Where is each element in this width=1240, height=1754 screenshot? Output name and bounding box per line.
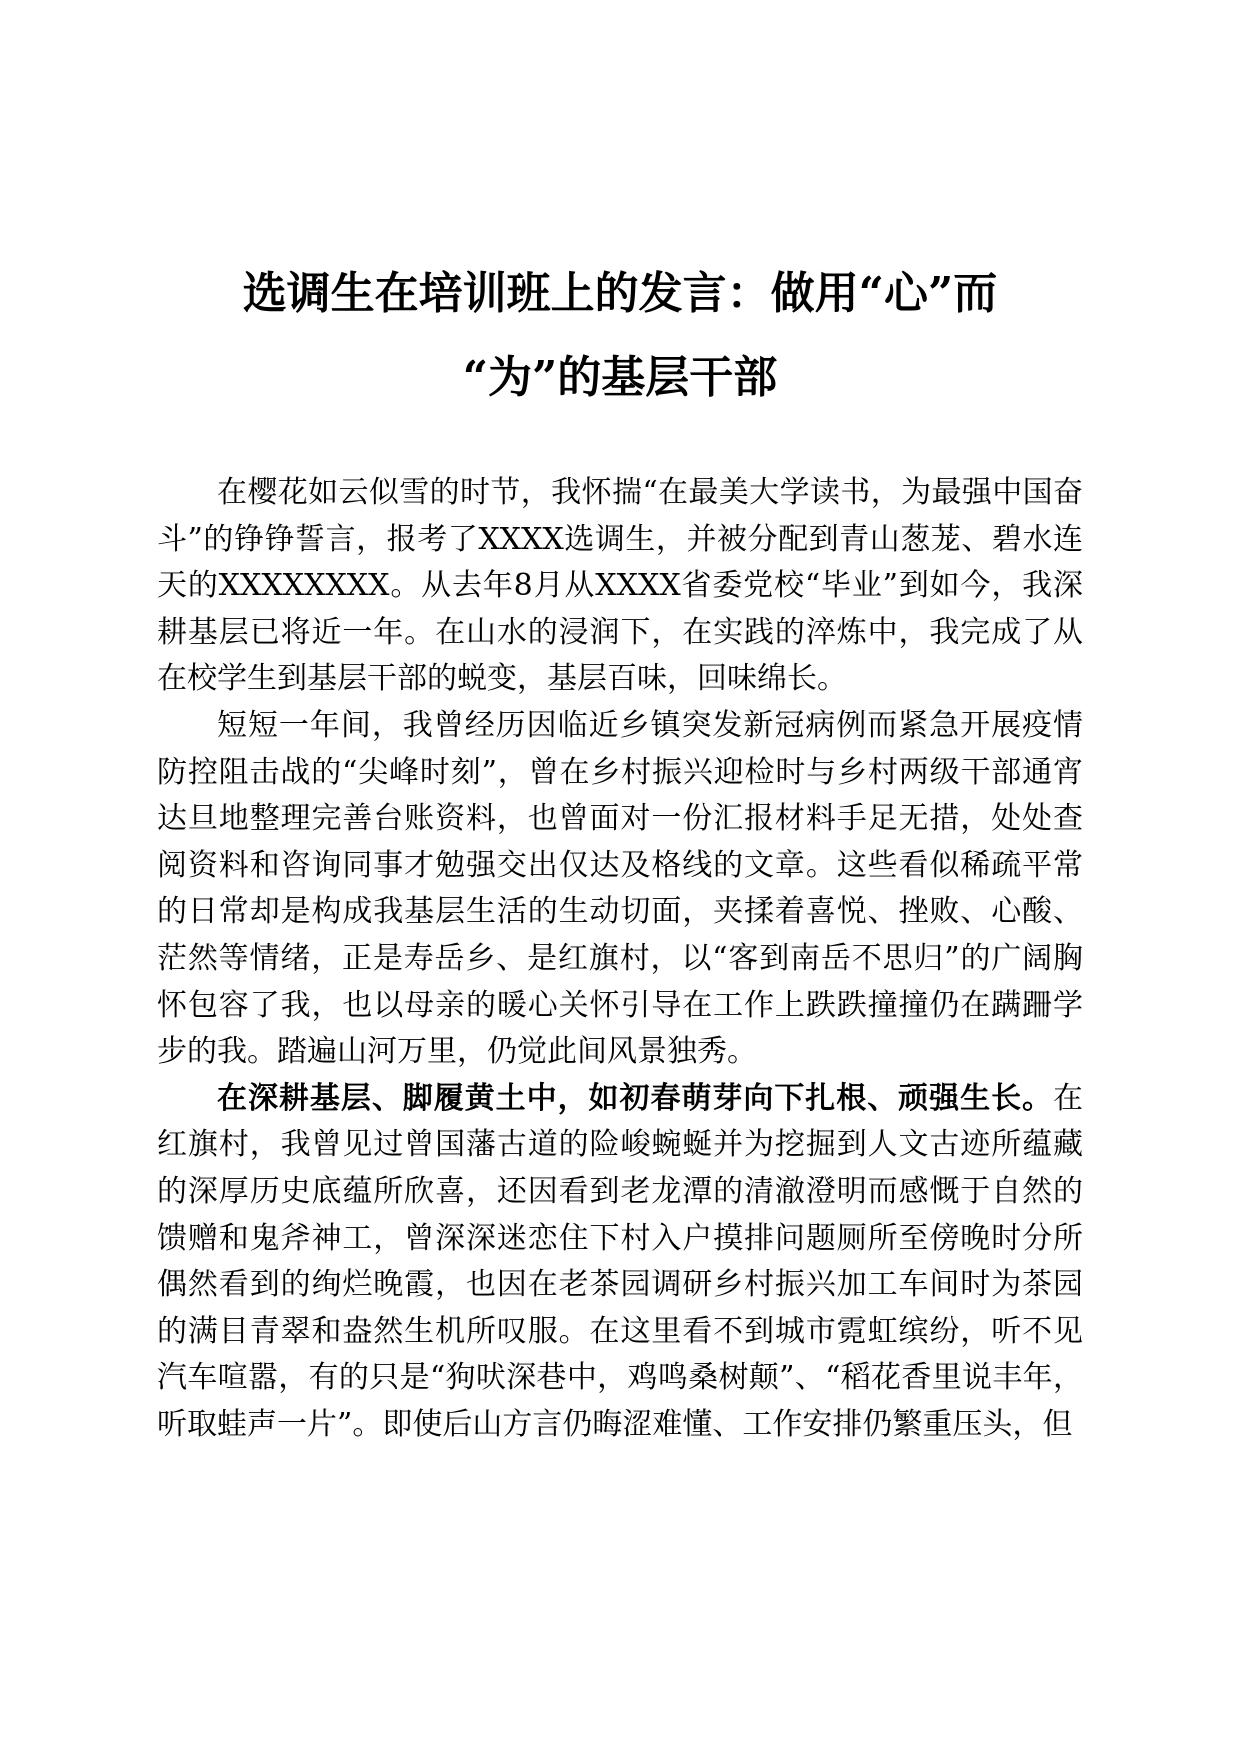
document-title <box>160 252 1080 420</box>
paragraph <box>157 470 1083 703</box>
paragraph-text: 在樱花如云似雪的时节，我怀揣“在最美大学读书，为最强中国奋斗”的铮铮誓言，报考了XXXX选调生，并被分配到青山葱茏、碧水连天的XXXXXXXX。从去年8月从XXXX省委党校“毕业”到如今，我深耕基层已将近一年。在山水的浸润下，在实践的淬炼中，我完成了从在校学生到基层干部的蜕变，基层百味，回味绵长。 <box>157 475 1083 697</box>
title-line-2: “为”的基层干部 <box>462 352 778 403</box>
paragraph <box>157 703 1083 1076</box>
document-body <box>157 470 1083 1448</box>
title-line-1: 选调生在培训班上的发言：做用“心”而 <box>242 268 998 319</box>
paragraph-text: 在红旗村，我曾见过曾国藩古道的险峻蜿蜒并为挖掘到人文古迹所蕴藏的深厚历史底蕴所欣喜，还因看到老龙潭的清澈澄明而感慨于自然的馈赠和鬼斧神工，曾深深迷恋住下村入户摸排问题厕所至傍晚时分所偶然看到的绚烂晚霞，也因在老茶园调研乡村振兴加工车间时为茶园的满目青翠和盎然生机所叹服。在这里看不到城市霓虹缤纷，听不见汽车喧嚣，有的只是“狗吠深巷中，鸡鸣桑树颠”、“稻花香里说丰年，听取蛙声一片”。即使后山方言仍晦涩难懂、工作安排仍繁重压头，但 <box>157 1080 1083 1442</box>
paragraph <box>157 1076 1083 1449</box>
paragraph-text: 短短一年间，我曾经历因临近乡镇突发新冠病例而紧急开展疫情防控阻击战的“尖峰时刻”，曾在乡村振兴迎检时与乡村两级干部通宵达旦地整理完善台账资料，也曾面对一份汇报材料手足无措，处处查阅资料和咨询同事才勉强交出仅达及格线的文章。这些看似稀疏平常的日常却是构成我基层生活的生动切面，夹揉着喜悦、挫败、心酸、茫然等情绪，正是寿岳乡、是红旗村，以“客到南岳不思归”的广阔胸怀包容了我，也以母亲的暖心关怀引导在工作上跌跌撞撞仍在蹒跚学步的我。踏遍山河万里，仍觉此间风景独秀。 <box>157 707 1083 1070</box>
paragraph-lead-sentence: 在深耕基层、脚履黄土中，如初春萌芽向下扎根、顽强生长。 <box>217 1080 1053 1116</box>
